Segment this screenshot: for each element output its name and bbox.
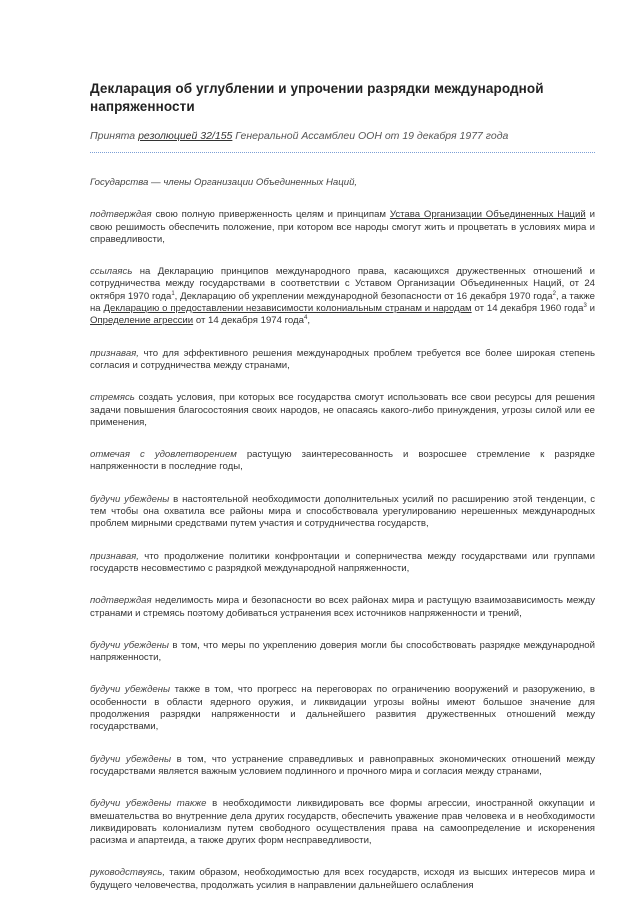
paragraph-lead: отмечая с удовлетворением	[90, 449, 237, 461]
paragraph-lead: подтверждая	[90, 595, 152, 607]
paragraph-text: растущую заинтересованность и возросшее стремление к разрядке напряженности в последние годы,	[90, 449, 595, 473]
paragraph-text: в настоятельной необходимости дополнительных усилий по расширению этой тенденции, с тем чтобы она охватила все районы мира и способствовала урегулированию нерешенных международных проблем мирными средствами путем участия и сотрудничества государств,	[90, 493, 595, 530]
colonial-independence-declaration-link[interactable]: Декларацию о предоставлении независимости колониальным странам и народам	[103, 303, 472, 315]
paragraph-text: , Декларацию об укреплении международной безопасности от 16 декабря 1970 года	[174, 290, 553, 302]
adoption-note-prefix: Принята	[90, 130, 139, 142]
paragraph-lead: ссылаясь	[90, 266, 133, 278]
paragraph-text: что продолжение политики конфронтации и соперничества между государствами или группами государств несовместимо с разрядкой международной напряженности,	[90, 550, 595, 574]
preamble	[90, 177, 595, 189]
paragraph-8	[90, 595, 595, 620]
paragraph-9	[90, 640, 595, 665]
resolution-link[interactable]: резолюцией 32/155	[138, 130, 233, 142]
paragraph-text: и свою решимость обеспечить положение, при котором все народы смогут жить и процветать в условиях мира и справедливости,	[90, 209, 595, 245]
paragraph-text: свою полную приверженность целям и принципам	[151, 209, 390, 221]
adoption-note-suffix: Генеральной Ассамблеи ООН от 19 декабря 1977 года	[232, 130, 509, 142]
footnote-ref-4[interactable]: 4	[303, 315, 308, 322]
un-charter-link[interactable]: Устава Организации Объединенных Наций	[389, 209, 586, 221]
paragraph-text: ,	[307, 315, 310, 327]
paragraph-13	[90, 867, 595, 892]
document-page	[90, 80, 595, 892]
paragraph-12	[90, 798, 595, 847]
footnote-ref-3[interactable]: 3	[583, 302, 587, 309]
paragraph-text: в необходимости ликвидировать все формы агрессии, иностранной оккупации и вмешательства во внутренние дела других государств, обеспечить уважение прав человека и в необходимости ликвидировать колониализм путем свободного осуществления права на самоопределение и искоренения расизма и апартеида, а также других форм несправедливости,	[90, 798, 595, 847]
page-title: Декларация об углублении и упрочении разрядки международной напряженности	[90, 81, 544, 114]
paragraph-lead: будучи убеждены также	[90, 798, 207, 810]
header-divider	[90, 152, 595, 153]
paragraph-lead: признавая,	[90, 347, 139, 359]
paragraph-text: таким образом, необходимостью для всех государств, исходя из высших интересов мира и будущего человечества, продолжать усилия в направлении дальнейшего ослабления	[90, 867, 595, 891]
paragraph-lead: будучи убеждены	[90, 493, 170, 505]
paragraph-1	[90, 209, 595, 246]
paragraph-lead: признавая,	[90, 550, 139, 562]
paragraph-3	[90, 348, 595, 373]
paragraph-lead: стремясь	[90, 392, 135, 404]
paragraph-text: что для эффективного решения международных проблем требуется все более широкая степень согласия и сотрудничества между странами,	[90, 347, 595, 371]
paragraph-11	[90, 754, 595, 779]
paragraph-lead: подтверждая	[90, 209, 152, 221]
aggression-definition-link[interactable]: Определение агрессии	[90, 315, 194, 327]
paragraph-4	[90, 392, 595, 429]
paragraph-text: , а также на	[90, 290, 596, 315]
paragraph-text: в том, что меры по укреплению доверия могли бы способствовать разрядке международной напряженности,	[90, 639, 596, 664]
paragraph-text: в том, что устранение справедливых и равноправных экономических отношений между государствами является важным условием подлинного и прочного мира и согласия между странами,	[90, 753, 595, 777]
paragraph-10	[90, 684, 595, 733]
paragraph-6	[90, 494, 595, 531]
paragraph-text: и	[586, 303, 595, 315]
paragraph-text: неделимость мира и безопасности во всех районах мира и растущую взаимозависимость между странами и стремясь поэтому добиваться устранения всех источников напряженности и трений,	[90, 595, 595, 619]
paragraph-text: от 14 декабря 1974 года	[193, 315, 304, 327]
paragraph-lead: руководствуясь,	[90, 867, 166, 879]
paragraph-text: также в том, что прогресс на переговорах по ограничению вооружений и разоружению, в особенности в области ядерного оружия, и ликвидации угрозы войны имеют большое значение для продолжения разрядки напряженности и дальнейшего развития дружественных отношений между государствами,	[90, 684, 595, 733]
paragraph-2	[90, 266, 595, 327]
paragraph-5	[90, 449, 595, 474]
adoption-note	[90, 129, 595, 143]
paragraph-lead: будучи убеждены	[90, 684, 171, 696]
paragraph-lead: будучи убеждены	[90, 753, 172, 765]
paragraph-text: создать условия, при которых все государства смогут использовать все свои ресурсы для решения задачи повышения благосостояния своих народов, не опасаясь какого-либо принуждения, угрозы силой или ее применения,	[90, 392, 595, 428]
paragraph-text: от 14 декабря 1960 года	[471, 303, 584, 315]
footnote-ref-1[interactable]: 1	[171, 290, 175, 297]
paragraph-text: на Декларацию принципов международного права, касающихся дружественных отношений и сотрудничества между государствами в соответствии с Уставом Организации Объединенных Наций, от 24 октября 1970 года	[90, 266, 595, 302]
paragraph-7	[90, 551, 595, 576]
preamble-text: Государства — члены Организации Объединенных Наций,	[90, 177, 358, 188]
paragraph-lead: будучи убеждены	[90, 639, 169, 651]
footnote-ref-2[interactable]: 2	[552, 290, 556, 297]
